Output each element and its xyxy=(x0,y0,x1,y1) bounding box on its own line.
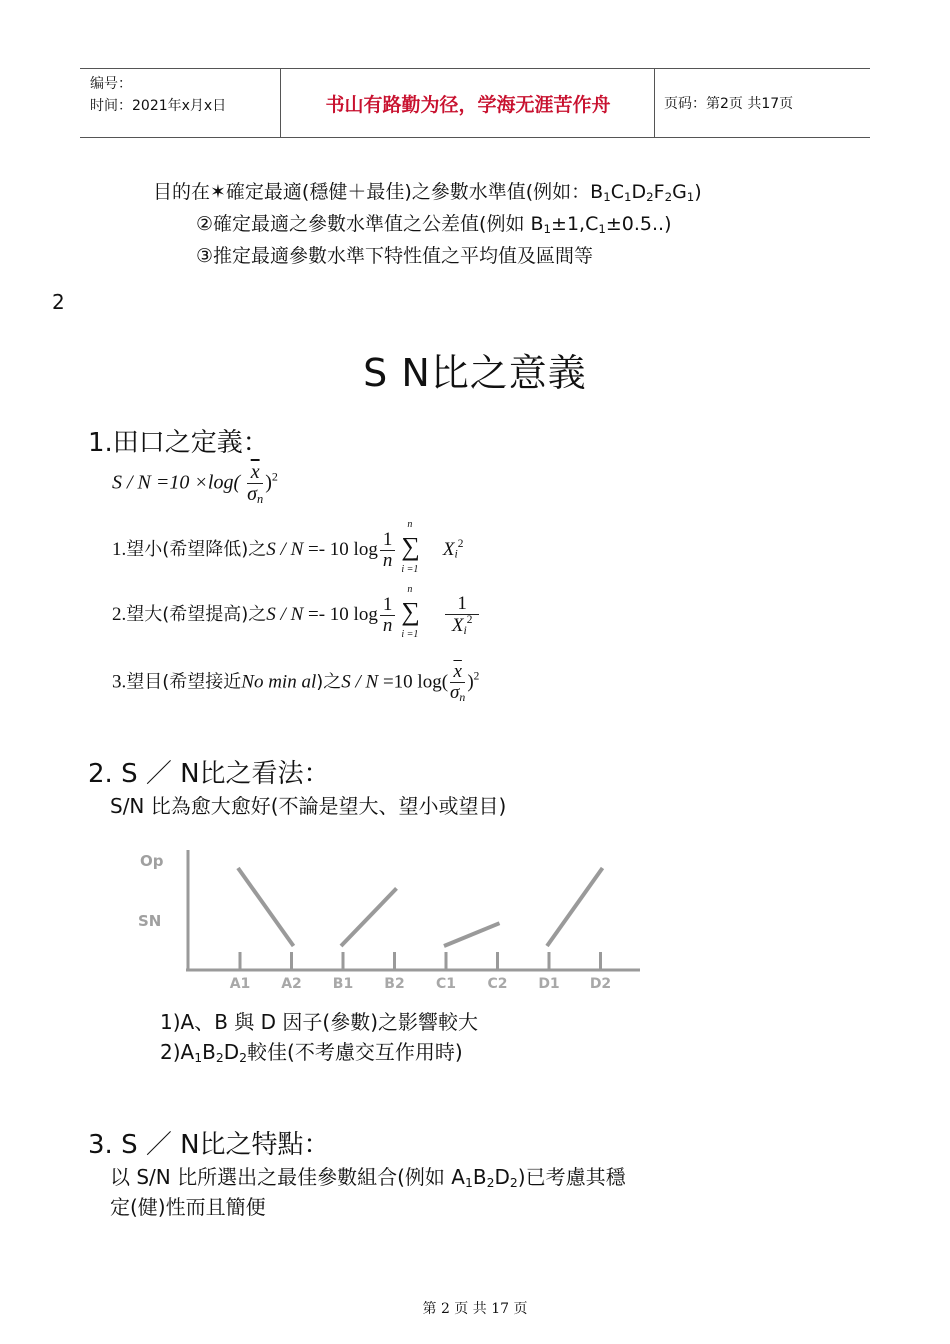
chart-y-label: SN xyxy=(138,912,162,930)
chart-tick-label-C2: C2 xyxy=(487,976,508,992)
header-divider xyxy=(654,69,655,137)
section2-text: S/N 比為愈大愈好(不論是望大、望小或望目) xyxy=(110,794,507,818)
intro-line-3: ③推定最適參數水準下特性值之平均值及區間等 xyxy=(196,245,594,267)
header-divider xyxy=(280,69,281,137)
chart-segment-D xyxy=(547,868,603,946)
section1-heading: 1.田口之定義： xyxy=(88,428,269,458)
page-label: 页码：第2页 共17页 xyxy=(664,96,794,112)
chart-tick-label-B1: B1 xyxy=(332,976,354,992)
chart-top-label: Op xyxy=(140,852,164,870)
frac-x-sigma: $\frac{\overline{x}}{\sigma_n}$ xyxy=(247,461,264,507)
number-label: 编号： xyxy=(90,76,132,92)
sn-response-chart xyxy=(100,840,660,1000)
header-left xyxy=(90,73,226,117)
page-title: S N比之意義 xyxy=(363,351,587,395)
chart-tick-label-D1: D1 xyxy=(538,976,560,992)
chart-segment-C xyxy=(444,923,500,946)
formula-main: S / N =10 ×log( $\frac{\overline{x}}{\sigma_n}$ )$^2$ xyxy=(112,461,278,507)
section3-heading: 3. S ／ N比之特點： xyxy=(88,1130,330,1160)
chart-tick-label-C1: C1 xyxy=(435,976,457,992)
section2-note-1: 1)A、B 與 D 因子(參數)之影響較大 xyxy=(160,1010,479,1034)
formula-smaller-better: 1.望小(希望降低)之S / N =- 10 log $\frac{1}{n}$ ∑ n i =1 $X_i^2$ xyxy=(112,518,464,575)
chart-tick-label-A2: A2 xyxy=(281,976,302,992)
section2-note-2: $2)A_1B_2D_2$較佳(不考慮交互作用時) xyxy=(160,1040,463,1066)
header-table xyxy=(80,68,870,138)
chart-tick-label-B2: B2 xyxy=(384,976,405,992)
chart-segment-A xyxy=(238,868,294,946)
intro-line-2: ②確定最適之參數水準值之公差值(例如 $B_1\pm 1,C_1\pm 0.5$..) xyxy=(196,213,672,236)
time-label: 时间：2021年x月x日 xyxy=(90,98,227,114)
section3-text-1: 以 S/N 比所選出之最佳參數組合(例如 $A_1B_2D_2$)已考慮其穩 xyxy=(110,1165,626,1191)
page-marker: 2 xyxy=(52,290,65,314)
chart-segment-B xyxy=(341,888,397,946)
motto: 书山有路勤为径，学海无涯苦作舟 xyxy=(325,93,611,116)
formula-nominal-best: 3.望目(希望接近No min al)之S / N =10 log( $\frac{\overline{x}}{\sigma_n}$ )$^2$ xyxy=(112,661,480,704)
section3-text-2: 定(健)性而且簡便 xyxy=(110,1195,266,1219)
chart-tick-label-D2: D2 xyxy=(589,976,612,992)
chart-tick-label-A1: A1 xyxy=(229,976,251,992)
page-footer: 第 2 页 共 17 页 xyxy=(422,1301,528,1317)
intro-line-1: 目的在✶確定最適(穩健＋最佳)之參數水準值(例如：$B_1C_1D_2F_2G_1$) xyxy=(153,181,702,204)
section2-heading: 2. S ／ N比之看法： xyxy=(88,759,330,789)
formula-larger-better: 2.望大(希望提高)之S / N =- 10 log $\frac{1}{n}$ ∑ n i =1 $\frac{1}{X_i^2}$ xyxy=(112,594,481,637)
